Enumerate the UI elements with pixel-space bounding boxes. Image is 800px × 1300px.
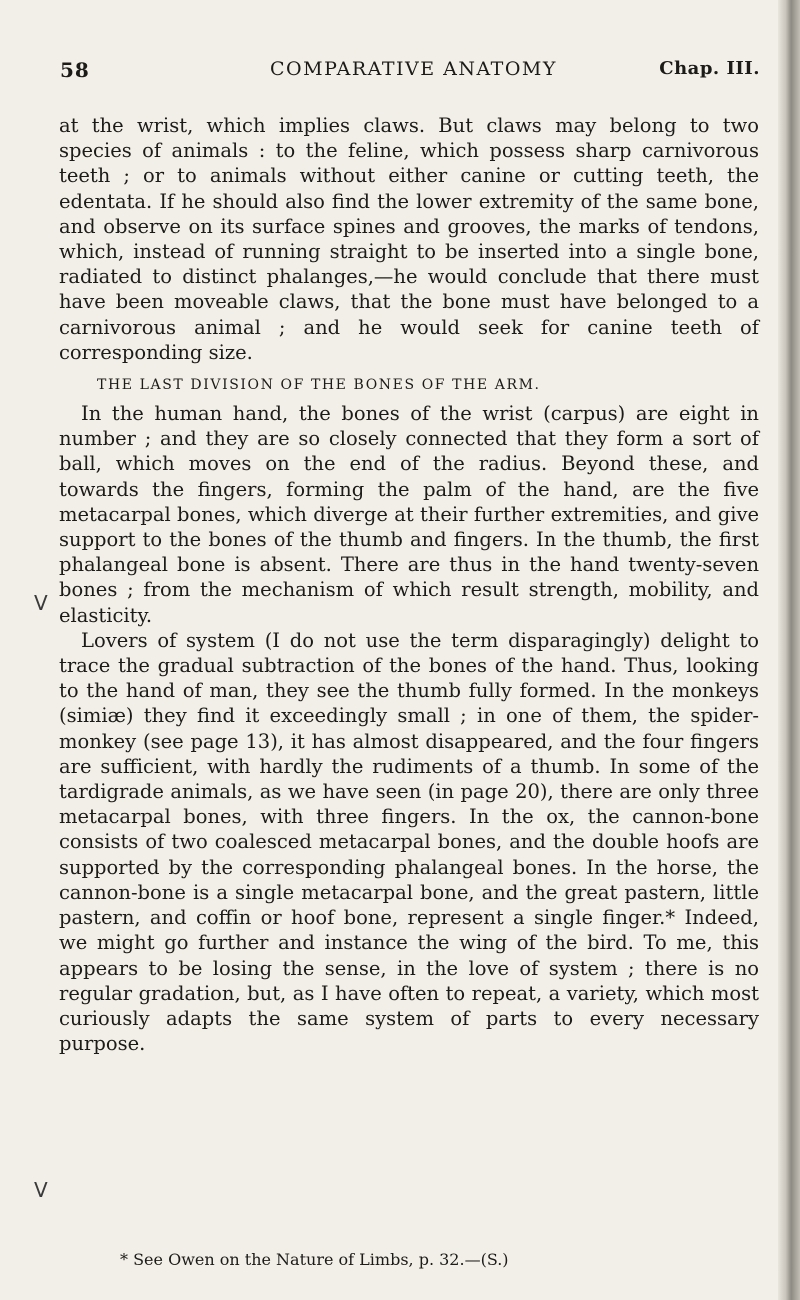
paragraph-human-hand: In the human hand, the bones of the wrist (carpus) are eight in number ; and they are so closely connected that they form a sort of ball, which moves on the end of the radius. Beyond these, and towards the fingers, forming the palm of the hand, are the five metacarpal bones, which diverge at their further extremities, and give support to the bones of the thumb and fingers. In the thumb, the first phalangeal bone is absent. There are thus in the hand twenty-seven bones ; from the mechanism of which result strength, mobility, and elasticity. <box>59 402 759 627</box>
section-heading: THE LAST DIVISION OF THE BONES OF THE ARM. <box>97 377 541 394</box>
chapter-label: Chap. III. <box>659 58 760 79</box>
body-text <box>59 113 759 1056</box>
paragraph-lovers-of-system: Lovers of system (I do not use the term disparagingly) delight to trace the gradual subtraction of the bones of the hand. Thus, looking to the hand of man, they see the thumb fully formed. In the monkeys (simiæ) they find it exceedingly small ; in one of them, the spider-monkey (see page 13), it has almost disappeared, and the four fingers are sufficient, with hardly the rudiments of a thumb. In some of the tardigrade animals, as we have seen (in page 20), there are only three metacarpal bones, with three fingers. In the ox, the cannon-bone consists of two coalesced metacarpal bones, and the double hoofs are supported by the corresponding phalangeal bones. In the horse, the cannon-bone is a single metacarpal bone, and the great pastern, little pastern, and coffin or hoof bone, represent a single finger.* Indeed, we might go further and instance the wing of the bird. To me, this appears to be losing the sense, in the love of system ; there is no regular gradation, but, as I have often to repeat, a variety, which most curiously adapts the same system of parts to every necessary purpose. <box>59 628 759 1056</box>
margin-pencil-mark: V <box>34 591 48 615</box>
page-number: 58 <box>60 58 90 82</box>
paragraph-claws: at the wrist, which implies claws. But claws may belong to two species of animals : to the feline, which possess sharp carnivorous teeth ; or to animals without either canine or cutting teeth, the edentata. If he should also find the lower extremity of the same bone, and observe on its surface spines and grooves, the marks of tendons, which, instead of running straight to be inserted into a single bone, radiated to distinct phalanges,—he would conclude that there must have been moveable claws, that the bone must have belonged to a carnivorous animal ; and he would seek for canine teeth of corresponding size. <box>59 114 759 364</box>
page-edge-shadow <box>778 0 800 1300</box>
running-header <box>60 58 770 92</box>
margin-pencil-mark: V <box>34 1178 48 1202</box>
footnote: * See Owen on the Nature of Limbs, p. 32.—(S.) <box>120 1250 509 1269</box>
running-title: COMPARATIVE ANATOMY <box>270 58 557 80</box>
